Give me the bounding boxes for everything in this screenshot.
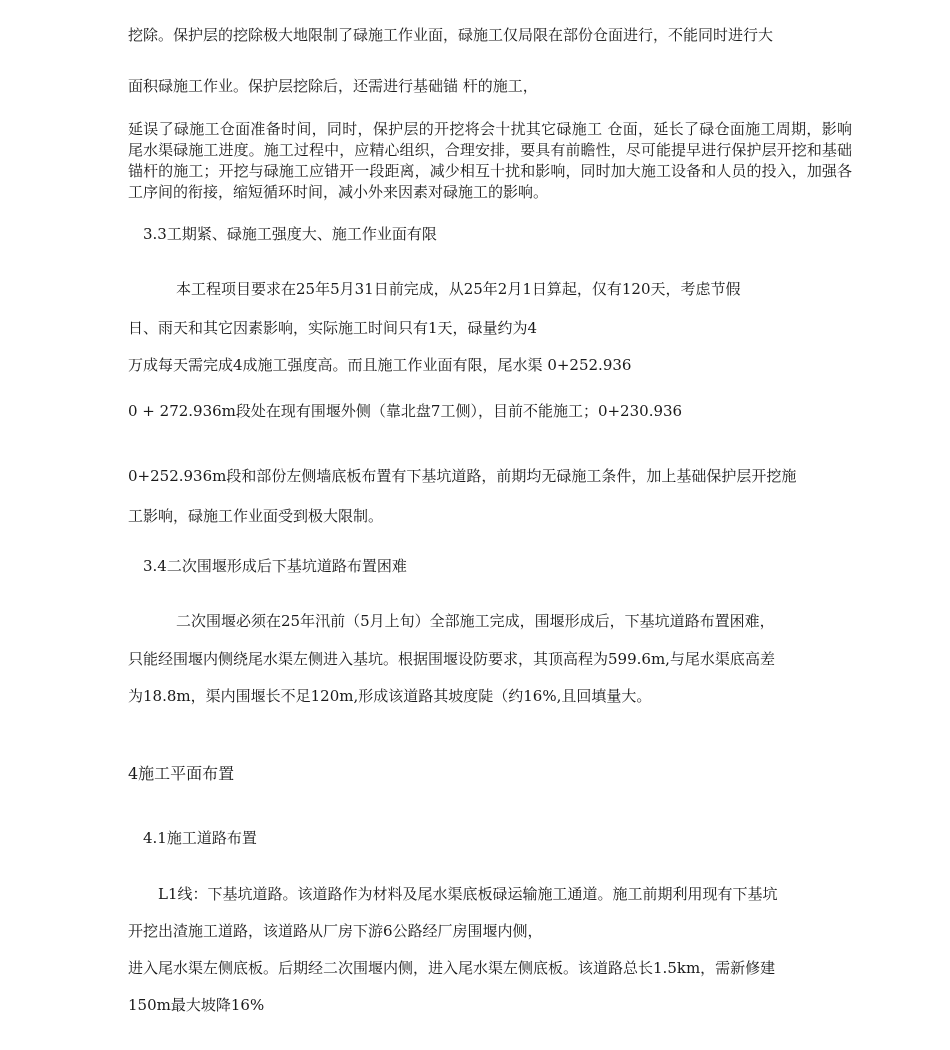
text-line-slope: 为18.8m，渠内围堰长不足120m,形成该道路其坡度陡（约16%,且回填量大。 bbox=[128, 687, 652, 705]
text-line-2: 面积碌施工作业。保护层挖除后，还需进行基础锚 杆的施工， bbox=[128, 77, 538, 95]
text-line-road-l1: L1线：下基坑道路。该道路作为材料及尾水渠底板碌运输施工通道。施工前期利用现有下基坑 bbox=[158, 885, 778, 903]
text-line-road-route: 开挖出渣施工道路，该道路从厂房下游6公路经厂房围堰内侧， bbox=[128, 922, 543, 940]
text-line-daily-volume: 万成每天需完成4成施工强度高。而且施工作业面有限，尾水渠 0+252.936 bbox=[128, 356, 632, 374]
text-line-work-surface: 工影响，碌施工作业面受到极大限制。 bbox=[128, 507, 384, 525]
section-heading-3-3: 3.3工期紧、碌施工强度大、施工作业面有限 bbox=[143, 225, 437, 243]
paragraph-construction-delay: 延误了碌施工仓面准备时间，同时，保护层的开挖将会十扰其它碌施工 仓面，延长了碌仓面施工周期，影响尾水渠碌施工进度。施工过程中，应精心组织，合理安排，要具有前瞻性，尽可能提早进行保护层开挖和基础锚杆的施工；开挖与碌施工应错开一段距离，减少相互十扰和影响，同时加大施工设备和人员的投入，加强各工序间的衔接，缩短循环时间，减小外来因素对碌施工的影响。 bbox=[128, 120, 852, 201]
text-line-road-length: 进入尾水渠左侧底板。后期经二次围堰内侧，进入尾水渠左侧底板。该道路总长1.5km，需新修建 bbox=[128, 959, 776, 977]
section-heading-4-1: 4.1施工道路布置 bbox=[143, 829, 257, 847]
text-line-elevation: 只能经围堰内侧绕尾水渠左侧进入基坑。根据围堰设防要求，其顶高程为599.6m,与尾水渠底高差 bbox=[128, 650, 775, 668]
text-line-station-1: 0 + 272.936m段处在现有围堰外侧（靠北盘7工侧），目前不能施工；0+230.936 bbox=[128, 402, 683, 420]
text-line-weather: 日、雨天和其它因素影响，实际施工时间只有1天，碌量约为4 bbox=[128, 319, 538, 337]
text-line-station-2: 0+252.936m段和部份左侧墙底板布置有下基坑道路，前期均无碌施工条件，加上基础保护层开挖施 bbox=[128, 467, 797, 485]
chapter-heading-4: 4施工平面布置 bbox=[128, 764, 235, 783]
section-heading-3-4: 3.4二次围堰形成后下基坑道路布置困难 bbox=[143, 557, 407, 575]
text-line-1: 挖除。保护层的挖除极大地限制了碌施工作业面，碌施工仅局限在部份仓面进行，不能同时进行大 bbox=[128, 26, 774, 44]
text-line-cofferdam: 二次围堰必须在25年汛前（5月上旬）全部施工完成，围堰形成后，下基坑道路布置困难， bbox=[176, 612, 775, 630]
text-line-schedule: 本工程项目要求在25年5月31日前完成，从25年2月1日算起，仅有120天，考虑节假 bbox=[176, 280, 741, 298]
text-line-road-grade: 150m最大坡降16% bbox=[128, 996, 265, 1014]
